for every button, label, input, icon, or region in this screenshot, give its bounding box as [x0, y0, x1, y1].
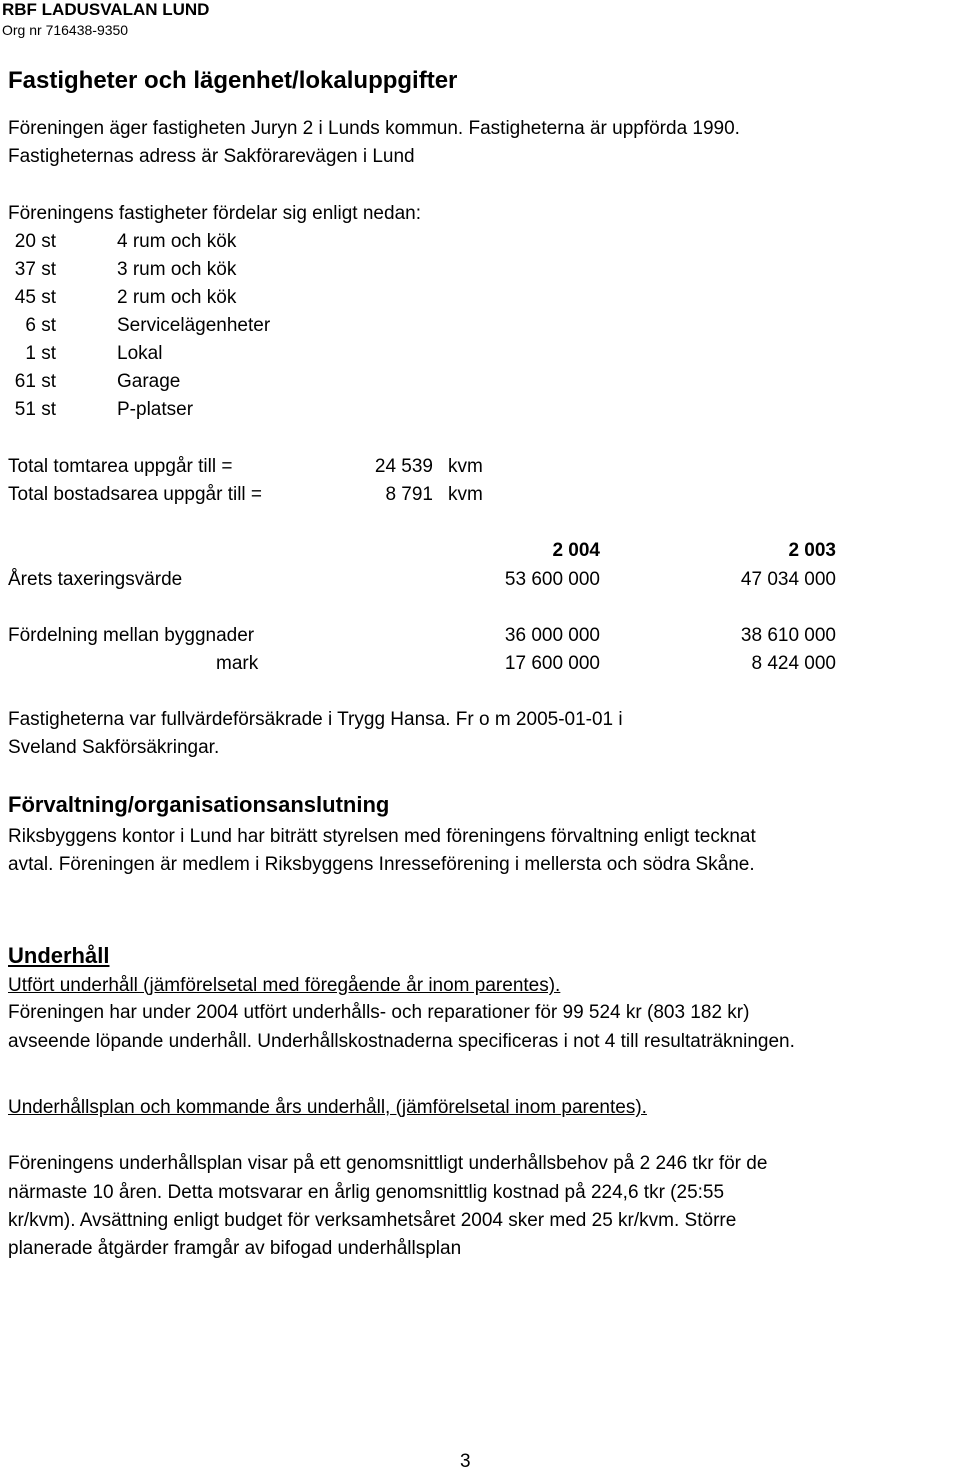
area-label: Total tomtarea uppgår till = [8, 456, 233, 477]
distribution-count: 61 st [14, 371, 56, 392]
area-value: 8 791 [385, 484, 433, 505]
tax-row-value-a: 36 000 000 [504, 625, 600, 646]
maintenance-plan-line-1: Föreningens underhållsplan visar på ett genomsnittligt underhållsbehov på 2 246 tkr för de [8, 1153, 768, 1174]
area-unit: kvm [448, 456, 483, 477]
properties-text-line-1: Föreningen äger fastigheten Juryn 2 i Lunds kommun. Fastigheterna är uppförda 1990. [8, 118, 740, 139]
area-unit: kvm [448, 484, 483, 505]
distribution-count: 6 st [25, 315, 56, 336]
tax-row-value-a: 53 600 000 [504, 569, 600, 590]
maintenance-plan-line-3: kr/kvm). Avsättning enligt budget för verksamhetsåret 2004 sker med 25 kr/kvm. Större [8, 1210, 737, 1231]
maintenance-plan-heading: Underhållsplan och kommande års underhåll, (jämförelsetal inom parentes). [8, 1097, 647, 1118]
properties-text-line-2: Fastigheternas adress är Sakförarevägen i Lund [8, 146, 415, 167]
tax-row-label: Fördelning mellan byggnader [8, 625, 255, 646]
distribution-count: 51 st [14, 399, 56, 420]
tax-row-value-a: 17 600 000 [504, 653, 600, 674]
year-header-b: 2 003 [788, 540, 836, 561]
page-number: 3 [460, 1451, 471, 1472]
section-title-maintenance: Underhåll [8, 943, 110, 968]
maintenance-text-line-1: Föreningen har under 2004 utfört underhålls- och reparationer för 99 524 kr (803 182 kr) [8, 1002, 750, 1023]
tax-row-label: mark [216, 653, 259, 674]
distribution-count: 1 st [25, 343, 56, 364]
insurance-text-line-2: Sveland Sakförsäkringar. [8, 737, 220, 758]
tax-row-value-b: 47 034 000 [740, 569, 836, 590]
insurance-text-line-1: Fastigheterna var fullvärdeförsäkrade i Trygg Hansa. Fr o m 2005-01-01 i [8, 709, 623, 730]
organization-number: Org nr 716438-9350 [2, 22, 129, 38]
maintenance-subtitle: Utfört underhåll (jämförelsetal med föregående år inom parentes). [8, 975, 561, 996]
distribution-type: Servicelägenheter [117, 315, 271, 336]
section-title-properties: Fastigheter och lägenhet/lokaluppgifter [8, 67, 458, 94]
maintenance-text-line-2: avseende löpande underhåll. Underhållskostnaderna specificeras i not 4 till resultaträkningen. [8, 1031, 795, 1052]
maintenance-plan-line-2: närmaste 10 åren. Detta motsvarar en årlig genomsnittlig kostnad på 224,6 tkr (25:55 [8, 1182, 725, 1203]
maintenance-plan-line-4: planerade åtgärder framgår av bifogad underhållsplan [8, 1238, 462, 1259]
tax-row-value-b: 38 610 000 [740, 625, 836, 646]
distribution-type: 4 rum och kök [117, 231, 237, 252]
distribution-count: 20 st [14, 231, 56, 252]
distribution-type: 3 rum och kök [117, 259, 237, 280]
distribution-intro: Föreningens fastigheter fördelar sig enligt nedan: [8, 203, 421, 224]
year-header-a: 2 004 [552, 540, 600, 561]
administration-text-line-2: avtal. Föreningen är medlem i Riksbyggens Inresseförening i mellersta och södra Skåne. [8, 854, 755, 875]
distribution-type: P-platser [117, 399, 194, 420]
section-title-administration: Förvaltning/organisationsanslutning [8, 792, 390, 817]
organization-name: RBF LADUSVALAN LUND [2, 0, 210, 19]
area-value: 24 539 [374, 456, 433, 477]
distribution-type: 2 rum och kök [117, 287, 237, 308]
administration-text-line-1: Riksbyggens kontor i Lund har biträtt styrelsen med föreningens förvaltning enligt tecknat [8, 826, 756, 847]
tax-row-value-b: 8 424 000 [751, 653, 836, 674]
distribution-count: 45 st [14, 287, 56, 308]
area-label: Total bostadsarea uppgår till = [8, 484, 263, 505]
distribution-count: 37 st [14, 259, 56, 280]
distribution-type: Lokal [117, 343, 163, 364]
distribution-type: Garage [117, 371, 181, 392]
tax-row-label: Årets taxeringsvärde [8, 569, 183, 590]
